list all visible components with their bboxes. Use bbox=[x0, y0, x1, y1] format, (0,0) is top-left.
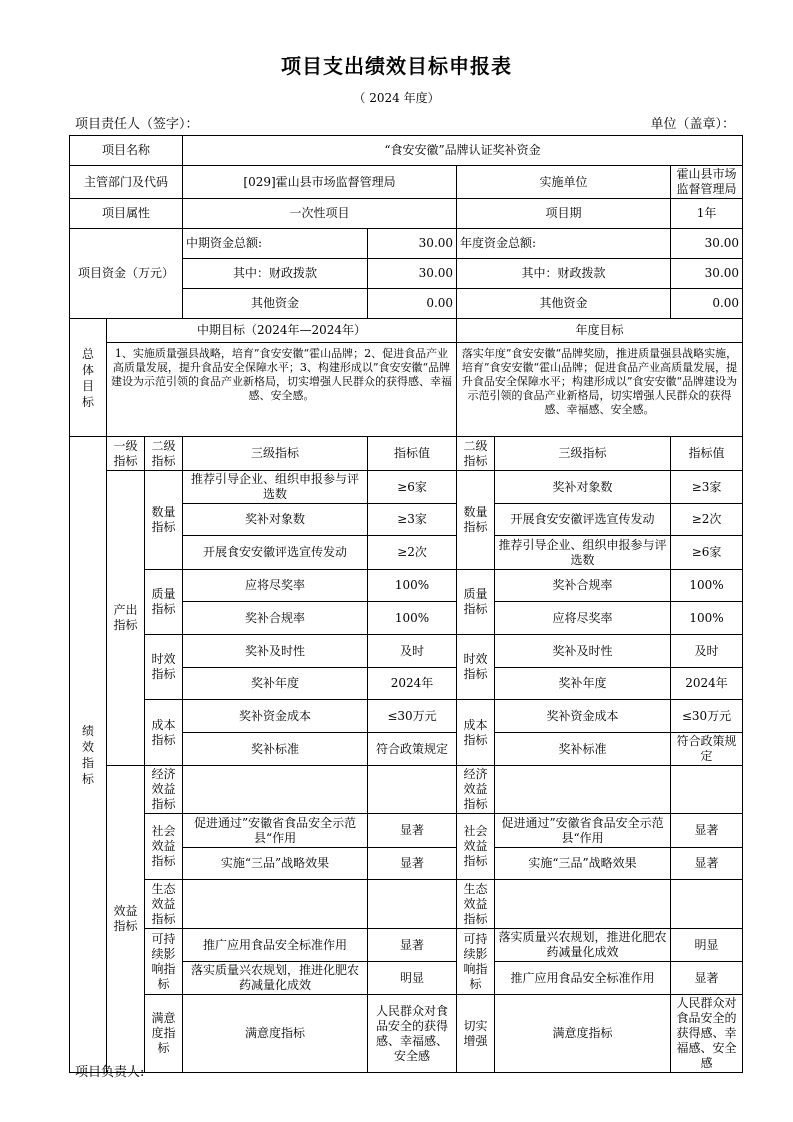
table-cell: ≥3家 bbox=[368, 504, 457, 536]
table-cell: 显著 bbox=[671, 814, 743, 848]
table-cell bbox=[368, 880, 457, 929]
table-cell: 实施“三品”战略效果 bbox=[183, 848, 368, 880]
eco-indicator-label: 生态效益指标 bbox=[145, 880, 183, 929]
table-cell: 奖补合规率 bbox=[495, 570, 671, 602]
unit-seal-label: 单位（盖章）： bbox=[650, 117, 735, 132]
year-econ-indicator-label: 经济效益指标 bbox=[457, 766, 495, 814]
time-indicator-label: 时效指标 bbox=[145, 635, 183, 700]
responsible-signature-label: 项目责任人（签字）： bbox=[75, 117, 199, 132]
satisfaction-indicator-label: 满意度指标 bbox=[145, 995, 183, 1073]
mid-total-label: 中期资金总额: bbox=[183, 229, 368, 259]
table-cell: 人民群众对食品安全的获得感、幸福感、安全感 bbox=[671, 995, 743, 1073]
table-cell bbox=[183, 880, 368, 929]
impl-unit-label: 实施单位 bbox=[457, 166, 671, 199]
project-name-value: “食安安徽”品牌认证奖补资金 bbox=[183, 136, 743, 166]
econ-indicator-label: 经济效益指标 bbox=[145, 766, 183, 814]
table-cell: 奖补对象数 bbox=[495, 471, 671, 504]
table-cell: 及时 bbox=[671, 635, 743, 668]
dept-label: 主管部门及代码 bbox=[70, 166, 183, 199]
table-cell: ≥2次 bbox=[368, 536, 457, 570]
mid-goal-text: 1、实施质量强县战略，培育”食安安徽“霍山品牌；2、促进食品产业高质量发展，提升食品安全保障水平；3、构建形成以”食安安徽“品牌建设为示范引领的食品产业新格局，切实增强人民群众的获得感、幸福感、安全感。 bbox=[107, 343, 457, 437]
table-cell: 符合政策规定 bbox=[368, 733, 457, 766]
table-cell: 100% bbox=[671, 570, 743, 602]
table-cell: 显著 bbox=[368, 929, 457, 962]
year-qty-indicator-label: 数量指标 bbox=[457, 471, 495, 570]
year-fiscal-value: 30.00 bbox=[671, 259, 743, 289]
year-level3-header: 三级指标 bbox=[495, 437, 671, 471]
table-cell: 奖补资金成本 bbox=[183, 700, 368, 733]
table-cell: 奖补对象数 bbox=[183, 504, 368, 536]
table-cell: 促进通过”安徽省食品安全示范县“作用 bbox=[495, 814, 671, 848]
year-sustain-indicator-label: 可持续影响指标 bbox=[457, 929, 495, 995]
table-cell bbox=[671, 766, 743, 814]
project-leader-label: 项目负责人: bbox=[75, 1065, 145, 1080]
level2-header: 二级指标 bbox=[145, 437, 183, 471]
qual-indicator-label: 质量指标 bbox=[145, 570, 183, 635]
mid-total-value: 30.00 bbox=[368, 229, 457, 259]
table-cell: ≥2次 bbox=[671, 504, 743, 536]
impl-unit-value: 霍山县市场监督管理局 bbox=[671, 166, 743, 199]
table-cell: 奖补年度 bbox=[183, 668, 368, 700]
satisfaction-level2-label: 满意度指标 bbox=[183, 995, 368, 1073]
year-cost-indicator-label: 成本指标 bbox=[457, 700, 495, 766]
year-total-value: 30.00 bbox=[671, 229, 743, 259]
table-cell: 落实质量兴农规划，推进化肥农药减量化成效 bbox=[495, 929, 671, 962]
table-cell: 100% bbox=[368, 602, 457, 635]
table-cell bbox=[495, 766, 671, 814]
table-cell: 奖补及时性 bbox=[495, 635, 671, 668]
table-cell: 落实质量兴农规划，推进化肥农药减量化成效 bbox=[183, 962, 368, 995]
year-time-indicator-label: 时效指标 bbox=[457, 635, 495, 700]
overall-goal-label: 总体目标 bbox=[81, 346, 94, 409]
year-social-indicator-label: 社会效益指标 bbox=[457, 814, 495, 880]
year-value-header: 指标值 bbox=[671, 437, 743, 471]
table-cell: ≥3家 bbox=[671, 471, 743, 504]
table-cell: 推广应用食品安全标准作用 bbox=[183, 929, 368, 962]
table-cell: 2024年 bbox=[368, 668, 457, 700]
table-cell: 切实增强 bbox=[457, 995, 495, 1073]
table-cell: 奖补标准 bbox=[495, 733, 671, 766]
performance-goal-table bbox=[69, 135, 743, 1073]
table-cell: 显著 bbox=[671, 848, 743, 880]
table-cell: 奖补年度 bbox=[495, 668, 671, 700]
table-cell: 实施“三品”战略效果 bbox=[495, 848, 671, 880]
year-total-label: 年度资金总额: bbox=[457, 229, 671, 259]
project-name-label: 项目名称 bbox=[70, 136, 183, 166]
table-cell: 促进通过”安徽省食品安全示范县“作用 bbox=[183, 814, 368, 848]
year-goal-header: 年度目标 bbox=[457, 319, 743, 343]
table-cell: 奖补及时性 bbox=[183, 635, 368, 668]
funds-label: 项目资金（万元） bbox=[70, 229, 183, 319]
table-cell: 显著 bbox=[671, 962, 743, 995]
table-cell: 推广应用食品安全标准作用 bbox=[495, 962, 671, 995]
project-period-label: 项目期 bbox=[457, 199, 671, 229]
mid-fiscal-value: 30.00 bbox=[368, 259, 457, 289]
year-goal-text: 落实年度”食安安徽“品牌奖励，推进质量强县战略实施，培育”食安安徽“霍山品牌；促进食品产业高质量发展，提升食品安全保障水平；构建形成以”食安安徽“品牌建设为示范引领的食品产业新格局，切实增强人民群众的获得感、幸福感、安全感。 bbox=[457, 343, 743, 437]
output-indicator-label: 产出指标 bbox=[107, 471, 145, 766]
indicators-label: 绩效指标 bbox=[81, 723, 94, 786]
effect-indicator-label: 效益指标 bbox=[107, 766, 145, 1073]
table-cell: ≥6家 bbox=[671, 536, 743, 570]
table-cell: 开展食安安徽评选宣传发动 bbox=[495, 504, 671, 536]
value-header: 指标值 bbox=[368, 437, 457, 471]
table-cell: 开展食安安徽评选宣传发动 bbox=[183, 536, 368, 570]
level1-header: 一级指标 bbox=[107, 437, 145, 471]
mid-other-label: 其他资金 bbox=[183, 289, 368, 319]
mid-other-value: 0.00 bbox=[368, 289, 457, 319]
page-title: 项目支出绩效目标申报表 bbox=[281, 54, 512, 78]
level3-header: 三级指标 bbox=[183, 437, 368, 471]
table-cell: 及时 bbox=[368, 635, 457, 668]
year-other-label: 其他资金 bbox=[457, 289, 671, 319]
dept-value: [029]霍山县市场监督管理局 bbox=[183, 166, 457, 199]
table-cell: ≤30万元 bbox=[671, 700, 743, 733]
table-cell: 人民群众对食品安全的获得感、幸福感、安全感 bbox=[368, 995, 457, 1073]
table-cell: ≥6家 bbox=[368, 471, 457, 504]
project-attr-label: 项目属性 bbox=[70, 199, 183, 229]
table-cell: 应将尽奖率 bbox=[183, 570, 368, 602]
table-cell: 应将尽奖率 bbox=[495, 602, 671, 635]
cost-indicator-label: 成本指标 bbox=[145, 700, 183, 766]
table-cell: 显著 bbox=[368, 848, 457, 880]
table-cell: 2024年 bbox=[671, 668, 743, 700]
table-cell: 明显 bbox=[671, 929, 743, 962]
table-cell: 奖补标准 bbox=[183, 733, 368, 766]
sustain-indicator-label: 可持续影响指标 bbox=[145, 929, 183, 995]
table-cell bbox=[183, 766, 368, 814]
project-attr-value: 一次性项目 bbox=[183, 199, 457, 229]
year-line: （ 2024 年度） bbox=[353, 91, 440, 105]
table-cell: 明显 bbox=[368, 962, 457, 995]
table-cell: ≤30万元 bbox=[368, 700, 457, 733]
table-cell: 符合政策规定 bbox=[671, 733, 743, 766]
year-satisfaction-level2-label: 满意度指标 bbox=[495, 995, 671, 1073]
table-cell bbox=[368, 766, 457, 814]
table-cell: 奖补合规率 bbox=[183, 602, 368, 635]
project-period-value: 1年 bbox=[671, 199, 743, 229]
table-cell: 100% bbox=[368, 570, 457, 602]
table-cell: 奖补资金成本 bbox=[495, 700, 671, 733]
year-qual-indicator-label: 质量指标 bbox=[457, 570, 495, 635]
table-cell: 显著 bbox=[368, 814, 457, 848]
table-cell bbox=[495, 880, 671, 929]
mid-fiscal-label: 其中：财政拨款 bbox=[183, 259, 368, 289]
year-level2-header: 二级指标 bbox=[457, 437, 495, 471]
table-cell: 推荐引导企业、组织申报参与评选数 bbox=[495, 536, 671, 570]
year-fiscal-label: 其中：财政拨款 bbox=[457, 259, 671, 289]
qty-indicator-label: 数量指标 bbox=[145, 471, 183, 570]
table-cell bbox=[671, 880, 743, 929]
year-eco-indicator-label: 生态效益指标 bbox=[457, 880, 495, 929]
mid-goal-header: 中期目标（2024年—2024年） bbox=[107, 319, 457, 343]
table-cell: 100% bbox=[671, 602, 743, 635]
table-cell: 推荐引导企业、组织申报参与评选数 bbox=[183, 471, 368, 504]
social-indicator-label: 社会效益指标 bbox=[145, 814, 183, 880]
year-other-value: 0.00 bbox=[671, 289, 743, 319]
